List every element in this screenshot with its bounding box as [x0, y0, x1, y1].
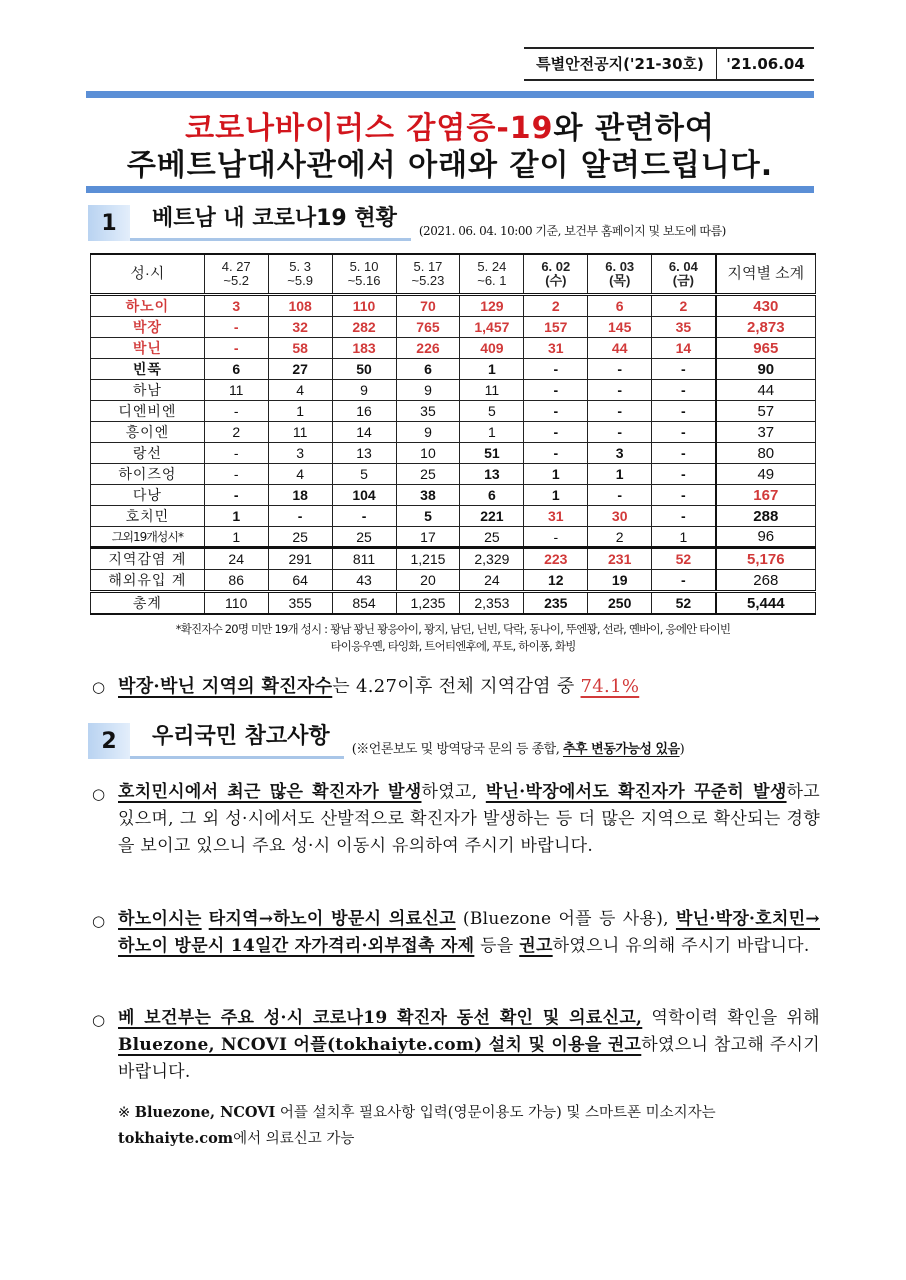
case-count-cell: -	[652, 506, 716, 527]
case-count-cell: -	[588, 422, 652, 443]
case-count-cell: 223	[524, 548, 588, 570]
case-count-cell: 9	[332, 380, 396, 401]
province-name: 호치민	[91, 506, 205, 527]
case-count-cell: 3	[588, 443, 652, 464]
bullet-icon: ○	[92, 678, 106, 696]
subtotal-cell: 90	[716, 359, 816, 380]
case-count-cell: -	[524, 443, 588, 464]
case-count-cell: 24	[204, 548, 268, 570]
case-count-cell: 35	[652, 317, 716, 338]
case-count-cell: 231	[588, 548, 652, 570]
subtotal-cell: 49	[716, 464, 816, 485]
footnote-line-1: *확진자수 20명 미만 19개 성시 : 꽝남 꽝닌 꽝응아이, 꽝지, 남딘, 닌빈, 닥락, 동나이, 뚜엔꽝, 선라, 옌바이, 응에안 타이빈	[175, 622, 731, 636]
case-count-cell: -	[652, 401, 716, 422]
case-count-cell: 9	[396, 422, 460, 443]
case-count-cell: -	[588, 380, 652, 401]
subtotal-cell: 268	[716, 570, 816, 592]
province-name: 다낭	[91, 485, 205, 506]
case-count-cell: 2	[524, 295, 588, 317]
case-count-cell: -	[652, 380, 716, 401]
case-count-cell: 6	[460, 485, 524, 506]
case-count-cell: -	[524, 527, 588, 548]
case-count-cell: 13	[460, 464, 524, 485]
case-count-cell: 5	[332, 464, 396, 485]
case-count-cell: 19	[588, 570, 652, 592]
table-row	[91, 570, 816, 592]
case-count-cell: 145	[588, 317, 652, 338]
case-count-cell: -	[588, 485, 652, 506]
subtotal-cell: 430	[716, 295, 816, 317]
case-count-cell: 25	[268, 527, 332, 548]
case-count-cell: -	[204, 317, 268, 338]
case-count-cell: -	[652, 422, 716, 443]
case-count-cell: 9	[396, 380, 460, 401]
case-count-cell: 18	[268, 485, 332, 506]
header-province: 성·시	[91, 254, 205, 295]
header-col: 5. 10 ~5.16	[332, 254, 396, 295]
case-count-cell: 1,235	[396, 592, 460, 615]
case-count-cell: 5	[460, 401, 524, 422]
table-row	[91, 443, 816, 464]
case-count-cell: -	[524, 422, 588, 443]
case-count-cell: 52	[652, 592, 716, 615]
case-count-cell: 1	[460, 359, 524, 380]
case-count-cell: 14	[652, 338, 716, 359]
section-2-note: (※언론보도 및 방역당국 문의 등 종합, 추후 변동가능성 있음)	[351, 742, 685, 757]
case-count-cell: -	[588, 359, 652, 380]
case-count-cell: 291	[268, 548, 332, 570]
case-count-cell: -	[588, 401, 652, 422]
province-name: 하노이	[91, 295, 205, 317]
case-count-cell: 157	[524, 317, 588, 338]
case-count-cell: -	[268, 506, 332, 527]
province-name: 빈푹	[91, 359, 205, 380]
case-count-cell: 44	[588, 338, 652, 359]
subtotal-cell: 167	[716, 485, 816, 506]
case-count-cell: 129	[460, 295, 524, 317]
case-count-cell: -	[204, 464, 268, 485]
case-count-cell: 38	[396, 485, 460, 506]
table-row	[91, 592, 816, 615]
case-count-cell: 11	[268, 422, 332, 443]
case-count-cell: 51	[460, 443, 524, 464]
covid-case-table	[90, 253, 816, 615]
case-count-cell: 108	[268, 295, 332, 317]
title-red-text: 코로나바이러스 감염증-19	[185, 111, 554, 146]
case-count-cell: 110	[204, 592, 268, 615]
case-count-cell: 4	[268, 464, 332, 485]
notice-header	[524, 47, 814, 81]
subtotal-cell: 288	[716, 506, 816, 527]
case-count-cell: 6	[588, 295, 652, 317]
section-1-note: (2021. 06. 04. 10:00 기준, 보건부 홈페이지 및 보도에 따름)	[418, 224, 726, 238]
section-2-title: 우리국민 참고사항	[130, 720, 344, 759]
case-count-cell: 20	[396, 570, 460, 592]
case-count-cell: 1,215	[396, 548, 460, 570]
section-2-header	[88, 719, 684, 759]
subtotal-cell: 5,444	[716, 592, 816, 615]
notice-number: 특별안전공지('21-30호)	[524, 49, 717, 79]
case-count-cell: 24	[460, 570, 524, 592]
page-title	[86, 110, 814, 184]
case-count-cell: 250	[588, 592, 652, 615]
case-count-cell: 12	[524, 570, 588, 592]
case-count-cell: -	[524, 380, 588, 401]
case-count-cell: 13	[332, 443, 396, 464]
case-count-cell: 1	[652, 527, 716, 548]
table-row	[91, 401, 816, 422]
case-count-cell: -	[652, 359, 716, 380]
case-count-cell: 221	[460, 506, 524, 527]
subtotal-cell: 965	[716, 338, 816, 359]
case-count-cell: 17	[396, 527, 460, 548]
case-count-cell: 235	[524, 592, 588, 615]
case-count-cell: 3	[204, 295, 268, 317]
case-count-cell: 11	[460, 380, 524, 401]
table-row	[91, 422, 816, 443]
case-count-cell: 110	[332, 295, 396, 317]
footnote-line-2: 타이응우옌, 타잉화, 트어티엔후에, 푸토, 하이퐁, 화빙	[330, 639, 576, 653]
reference-mark-icon: ※	[118, 1105, 131, 1121]
case-count-cell: 14	[332, 422, 396, 443]
case-count-cell: 2	[588, 527, 652, 548]
title-line-2: 주베트남대사관에서 아래와 같이 알려드립니다.	[126, 148, 774, 183]
case-count-cell: 811	[332, 548, 396, 570]
summary-bullet	[92, 673, 820, 700]
section-2-number: 2	[88, 723, 130, 759]
case-count-cell: 30	[588, 506, 652, 527]
case-count-cell: 854	[332, 592, 396, 615]
case-count-cell: 35	[396, 401, 460, 422]
case-count-cell: 2,329	[460, 548, 524, 570]
case-count-cell: 6	[204, 359, 268, 380]
case-count-cell: -	[332, 506, 396, 527]
province-name: 박장	[91, 317, 205, 338]
header-col: 6. 03 (목)	[588, 254, 652, 295]
table-row	[91, 295, 816, 317]
case-count-cell: 183	[332, 338, 396, 359]
table-row	[91, 527, 816, 548]
case-count-cell: 64	[268, 570, 332, 592]
section-1-title: 베트남 내 코로나19 현황	[130, 202, 411, 241]
title-line-1	[86, 110, 814, 147]
case-count-cell: 2	[652, 295, 716, 317]
case-count-cell: 104	[332, 485, 396, 506]
case-count-cell: 25	[460, 527, 524, 548]
table-row	[91, 359, 816, 380]
case-count-cell: -	[204, 338, 268, 359]
case-count-cell: 765	[396, 317, 460, 338]
summary-highlight: 박장·박닌 지역의 확진자수	[118, 676, 333, 697]
province-name: 총계	[91, 592, 205, 615]
header-col: 6. 04 (금)	[652, 254, 716, 295]
province-name: 하남	[91, 380, 205, 401]
province-name: 하이즈엉	[91, 464, 205, 485]
title-rest-text: 와 관련하여	[553, 111, 715, 146]
notice-date: '21.06.04	[726, 55, 805, 73]
case-count-cell: -	[652, 485, 716, 506]
header-col: 5. 24 ~6. 1	[460, 254, 524, 295]
header-col: 4. 27 ~5.2	[204, 254, 268, 295]
case-count-cell: 43	[332, 570, 396, 592]
case-count-cell: 31	[524, 506, 588, 527]
case-count-cell: 355	[268, 592, 332, 615]
case-count-cell: -	[204, 485, 268, 506]
subtotal-cell: 2,873	[716, 317, 816, 338]
subtotal-cell: 44	[716, 380, 816, 401]
case-count-cell: 16	[332, 401, 396, 422]
subtotal-cell: 5,176	[716, 548, 816, 570]
case-count-cell: 1,457	[460, 317, 524, 338]
case-count-cell: 25	[396, 464, 460, 485]
case-count-cell: 2	[204, 422, 268, 443]
header-col: 5. 17 ~5.23	[396, 254, 460, 295]
case-count-cell: -	[652, 570, 716, 592]
table-footnote	[90, 621, 816, 655]
header-col: 6. 02 (수)	[524, 254, 588, 295]
case-count-cell: 50	[332, 359, 396, 380]
subtotal-cell: 96	[716, 527, 816, 548]
case-count-cell: 282	[332, 317, 396, 338]
province-name: 해외유입 계	[91, 570, 205, 592]
province-name: 지역감염 계	[91, 548, 205, 570]
case-count-cell: -	[524, 401, 588, 422]
table-row	[91, 485, 816, 506]
subtotal-cell: 80	[716, 443, 816, 464]
section-1-number: 1	[88, 205, 130, 241]
case-count-cell: 86	[204, 570, 268, 592]
case-count-cell: 1	[204, 527, 268, 548]
header-col: 5. 3 ~5.9	[268, 254, 332, 295]
table-row	[91, 506, 816, 527]
case-count-cell: 25	[332, 527, 396, 548]
summary-text: 는 4.27이후 전체 지역감염 중	[332, 676, 581, 697]
province-name: 박닌	[91, 338, 205, 359]
case-count-cell: 3	[268, 443, 332, 464]
subtotal-cell: 57	[716, 401, 816, 422]
case-count-cell: -	[204, 443, 268, 464]
case-count-cell: 52	[652, 548, 716, 570]
divider-top	[86, 91, 814, 98]
province-name: 그외19개성시*	[91, 527, 205, 548]
case-count-cell: -	[524, 359, 588, 380]
case-count-cell: 226	[396, 338, 460, 359]
advisory-bullet-1: ○ 호치민시에서 최근 많은 확진자가 발생하였고, 박닌·박장에서도 확진자가 꾸준히 발생하고 있으며, 그 외 성·시에서도 산발적으로 확진자가 발생하는 등 더 많은 지역으로 확산되는 경향을 보이고 있으니 주요 성·시 이동시 유의하여 주시기 바랍니다.	[92, 782, 820, 856]
case-count-cell: 1	[524, 485, 588, 506]
table-row	[91, 317, 816, 338]
subtotal-cell: 37	[716, 422, 816, 443]
case-count-cell: 10	[396, 443, 460, 464]
case-count-cell: 2,353	[460, 592, 524, 615]
province-name: 랑선	[91, 443, 205, 464]
case-count-cell: 5	[396, 506, 460, 527]
case-count-cell: 1	[524, 464, 588, 485]
case-count-cell: 6	[396, 359, 460, 380]
bullet-icon: ○	[92, 912, 106, 930]
summary-percent: 74.1%	[580, 676, 640, 697]
case-count-cell: 1	[204, 506, 268, 527]
case-count-cell: 32	[268, 317, 332, 338]
header-subtotal: 지역별 소계	[716, 254, 816, 295]
case-count-cell: 1	[460, 422, 524, 443]
bullet-icon: ○	[92, 785, 106, 803]
divider-bottom	[86, 186, 814, 193]
case-count-cell: -	[652, 443, 716, 464]
case-count-cell: 27	[268, 359, 332, 380]
app-note: ※ Bluezone, NCOVI 어플 설치후 필요사항 입력(영문이용도 가능) 및 스마트폰 미소지자는 tokhaiyte.com에서 의료신고 가능	[118, 1104, 716, 1147]
province-name: 흥이엔	[91, 422, 205, 443]
case-count-cell: 1	[588, 464, 652, 485]
province-name: 디엔비엔	[91, 401, 205, 422]
table-row	[91, 380, 816, 401]
case-count-cell: 409	[460, 338, 524, 359]
case-count-cell: 4	[268, 380, 332, 401]
case-count-cell: 70	[396, 295, 460, 317]
case-count-cell: -	[652, 464, 716, 485]
case-count-cell: 1	[268, 401, 332, 422]
table-row	[91, 464, 816, 485]
case-count-cell: -	[204, 401, 268, 422]
section-1-header	[88, 201, 726, 241]
advisory-bullet-2: ○ 하노이시는 타지역→하노이 방문시 의료신고 (Bluezone 어플 등 사용), 박닌·박장·호치민→하노이 방문시 14일간 자가격리·외부접촉 자제 등을 권고하였으니 유의해 주시기 바랍니다.	[92, 909, 820, 956]
bullet-icon: ○	[92, 1011, 106, 1029]
table-row	[91, 548, 816, 570]
case-count-cell: 31	[524, 338, 588, 359]
advisory-bullet-3: ○ 베 보건부는 주요 성·시 코로나19 확진자 동선 확인 및 의료신고, 역학이력 확인을 위해 Bluezone, NCOVI 어플(tokhaiyte.com) 설치 및 이용을 권고하였으니 참고해 주시기 바랍니다.	[92, 1008, 820, 1082]
table-header-row	[91, 254, 816, 295]
table-row	[91, 338, 816, 359]
case-count-cell: 58	[268, 338, 332, 359]
case-count-cell: 11	[204, 380, 268, 401]
